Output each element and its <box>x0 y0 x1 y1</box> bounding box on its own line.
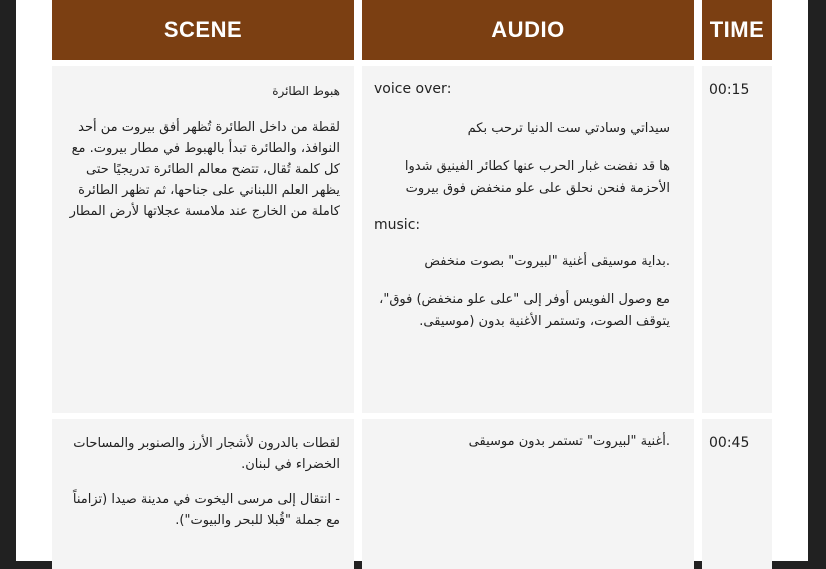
row-1-time-cell <box>702 66 772 413</box>
audio-line: .أغنية "لبيروت" تستمر بدون موسيقى <box>468 434 670 449</box>
header-audio: AUDIO <box>362 0 694 60</box>
row-1-audio-cell <box>362 66 694 413</box>
row-2-scene-cell <box>52 419 354 569</box>
scene-description: لقطة من داخل الطائرة تُظهر أفق بيروت من أحد النوافذ، والطائرة تبدأ بالهبوط في مطار بيروت. مع كل كلمة تُقال، تتضح معالم الطائرة تدريجيًا حتى يظهر العلم اللبناني على جناحها، ثم تظهر الطائرة كاملة من الخارج عند ملامسة عجلاتها لأرض المطار <box>69 120 340 219</box>
audio-line: ها قد نفضت غبار الحرب عنها كطائر الفينيق شدوا الأحزمة فنحن نحلق على علو منخفض فوق بيروت <box>404 159 670 196</box>
scene-description: - انتقال إلى مرسى اليخوت في مدينة صيدا (تزامناً مع جملة "قُبلا للبحر والبيوت"). <box>72 492 340 528</box>
audio-line: سيداتي وسادتي ست الدنيا ترحب بكم <box>467 121 670 136</box>
row-2-time-cell <box>702 419 772 569</box>
audio-label-music: :music <box>374 217 421 233</box>
audio-line: مع وصول الفويس أوفر إلى "على علو منخفض) فوق"، يتوقف الصوت، وتستمر الأغنية بدون (موسيقى. <box>379 292 670 329</box>
scene-heading: هبوط الطائرة <box>272 84 340 98</box>
header-scene: SCENE <box>52 0 354 60</box>
audio-label-voice-over: :voice over <box>374 81 452 97</box>
header-time: TIME <box>702 0 772 60</box>
script-table <box>16 0 808 561</box>
row-1-scene-cell <box>52 66 354 413</box>
audio-line: .بداية موسيقى أغنية "لبيروت" بصوت منخفض <box>424 254 670 269</box>
timecode: 00:45 <box>709 435 750 451</box>
row-2-audio-cell <box>362 419 694 569</box>
scene-description: لقطات بالدرون لأشجار الأرز والصنوبر والمساحات الخضراء في لبنان. <box>73 436 340 472</box>
timecode: 00:15 <box>709 82 750 98</box>
